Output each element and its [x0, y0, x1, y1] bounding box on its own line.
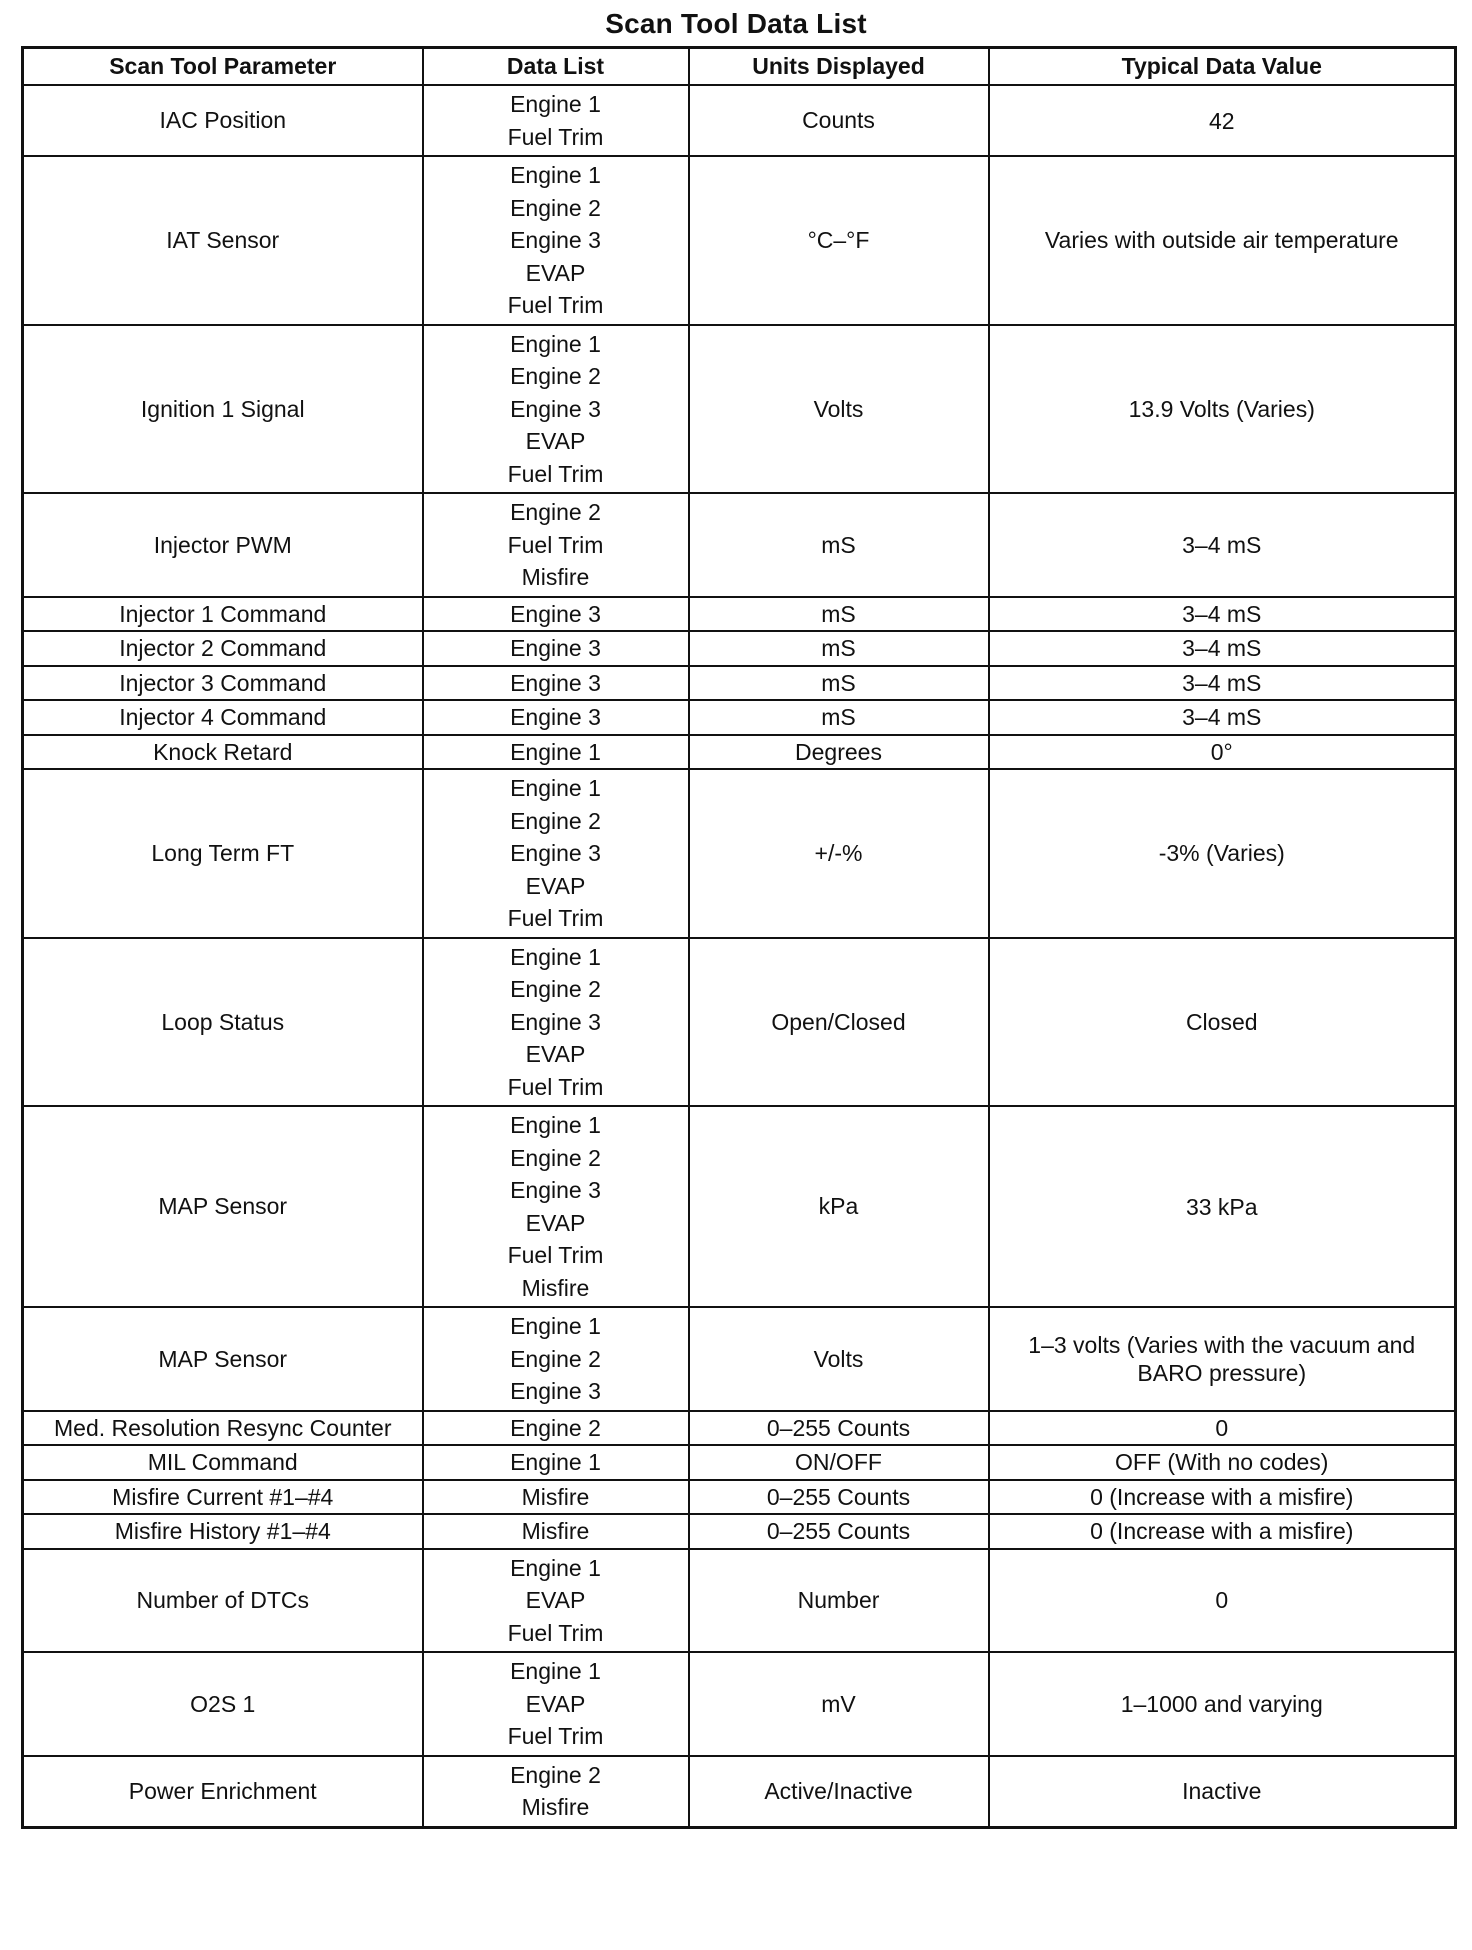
header-data-list: Data List	[423, 48, 689, 86]
table-row	[23, 700, 1456, 735]
header-typical-data-value: Typical Data Value	[989, 48, 1456, 86]
cell-units-displayed: mS	[689, 700, 989, 735]
data-list-entry: Engine 3	[510, 669, 601, 696]
cell-scan-tool-parameter: Misfire History #1–#4	[23, 1514, 423, 1549]
data-list-entry: Engine 2	[510, 1345, 601, 1372]
cell-typical-data-value: Varies with outside air temperature	[989, 156, 1456, 325]
data-list-entry: Fuel Trim	[507, 292, 604, 318]
cell-scan-tool-parameter: MAP Sensor	[23, 1307, 423, 1411]
cell-data-list	[423, 156, 689, 325]
data-list-entry: Engine 2	[510, 1761, 601, 1788]
cell-units-displayed: +/-%	[689, 769, 989, 938]
cell-typical-data-value: -3% (Varies)	[989, 769, 1456, 938]
data-list-entry: Engine 3	[510, 704, 601, 730]
cell-scan-tool-parameter: Injector 2 Command	[23, 631, 423, 666]
cell-data-list	[423, 631, 689, 666]
cell-units-displayed: Volts	[689, 1307, 989, 1411]
cell-data-list	[423, 1549, 689, 1653]
cell-units-displayed: °C–°F	[689, 156, 989, 325]
cell-typical-data-value: Inactive	[989, 1756, 1456, 1828]
data-list-entry: Engine 1	[510, 1554, 601, 1581]
data-list-entry: EVAP	[525, 259, 586, 286]
table-row	[23, 666, 1456, 701]
data-list-entry: Engine 3	[510, 635, 601, 661]
cell-data-list	[423, 85, 689, 156]
data-list-entry: Engine 3	[510, 1177, 601, 1203]
cell-typical-data-value: 3–4 mS	[989, 493, 1456, 597]
cell-typical-data-value: 3–4 mS	[989, 631, 1456, 666]
table-body	[23, 85, 1456, 1827]
cell-scan-tool-parameter: Injector 1 Command	[23, 597, 423, 632]
cell-scan-tool-parameter: MAP Sensor	[23, 1106, 423, 1307]
cell-scan-tool-parameter: Injector 4 Command	[23, 700, 423, 735]
cell-units-displayed: Counts	[689, 85, 989, 156]
cell-units-displayed: 0–255 Counts	[689, 1411, 989, 1446]
cell-scan-tool-parameter: Med. Resolution Resync Counter	[23, 1411, 423, 1446]
cell-data-list	[423, 700, 689, 735]
data-list-entry: EVAP	[525, 1209, 586, 1236]
data-list-entry: Engine 1	[510, 1449, 601, 1475]
cell-typical-data-value: 1–3 volts (Varies with the vacuum and BARO pressure)	[989, 1307, 1456, 1411]
cell-scan-tool-parameter: MIL Command	[23, 1445, 423, 1480]
cell-data-list	[423, 493, 689, 597]
cell-typical-data-value: Closed	[989, 938, 1456, 1107]
cell-typical-data-value: 0°	[989, 735, 1456, 770]
data-list-entry: Misfire	[521, 1794, 590, 1820]
cell-units-displayed: Active/Inactive	[689, 1756, 989, 1828]
cell-scan-tool-parameter: Number of DTCs	[23, 1549, 423, 1653]
data-list-entry: Engine 1	[510, 330, 601, 357]
data-list-entry: Engine 1	[510, 1313, 601, 1339]
cell-data-list	[423, 597, 689, 632]
cell-scan-tool-parameter: IAC Position	[23, 85, 423, 156]
cell-scan-tool-parameter: Loop Status	[23, 938, 423, 1107]
table-row	[23, 1756, 1456, 1828]
table-row	[23, 1514, 1456, 1549]
data-list-entry: EVAP	[525, 872, 586, 899]
page-title: Scan Tool Data List	[605, 8, 867, 39]
data-list-entry: Fuel Trim	[507, 1242, 604, 1268]
cell-typical-data-value: 0	[989, 1549, 1456, 1653]
cell-typical-data-value: 3–4 mS	[989, 700, 1456, 735]
cell-units-displayed: 0–255 Counts	[689, 1514, 989, 1549]
header-units-displayed: Units Displayed	[689, 48, 989, 86]
data-list-entry: Engine 3	[510, 395, 601, 422]
cell-data-list	[423, 1307, 689, 1411]
table-row	[23, 938, 1456, 1107]
table-row	[23, 1106, 1456, 1307]
data-list-entry: Fuel Trim	[507, 1723, 604, 1749]
data-list-entry: EVAP	[525, 1690, 586, 1717]
cell-typical-data-value: 13.9 Volts (Varies)	[989, 325, 1456, 494]
cell-scan-tool-parameter: Ignition 1 Signal	[23, 325, 423, 494]
cell-units-displayed: mS	[689, 597, 989, 632]
cell-typical-data-value: 42	[989, 85, 1456, 156]
data-list-entry: Engine 1	[510, 91, 601, 117]
table-row	[23, 597, 1456, 632]
data-list-entry: EVAP	[525, 1587, 586, 1613]
cell-data-list	[423, 938, 689, 1107]
data-list-entry: Engine 1	[510, 775, 601, 801]
cell-scan-tool-parameter: O2S 1	[23, 1652, 423, 1756]
cell-units-displayed: mS	[689, 666, 989, 701]
data-list-entry: Engine 2	[510, 976, 601, 1002]
data-list-entry: Engine 2	[510, 194, 601, 221]
cell-typical-data-value: 0 (Increase with a misfire)	[989, 1480, 1456, 1515]
data-list-entry: Engine 1	[510, 162, 601, 188]
data-list-entry: Engine 1	[510, 943, 601, 970]
cell-data-list	[423, 769, 689, 938]
cell-scan-tool-parameter: Power Enrichment	[23, 1756, 423, 1828]
cell-data-list	[423, 1411, 689, 1446]
data-list-entry: Misfire	[521, 564, 590, 590]
header-scan-tool-parameter: Scan Tool Parameter	[23, 48, 423, 86]
cell-units-displayed: mS	[689, 631, 989, 666]
cell-typical-data-value: 0 (Increase with a misfire)	[989, 1514, 1456, 1549]
data-list-entry: Misfire	[521, 1274, 590, 1301]
data-list-entry: Engine 1	[510, 1112, 601, 1138]
table-row	[23, 769, 1456, 938]
data-list-entry: Engine 3	[510, 600, 601, 627]
cell-units-displayed: mS	[689, 493, 989, 597]
cell-data-list	[423, 1756, 689, 1828]
cell-scan-tool-parameter: Long Term FT	[23, 769, 423, 938]
cell-typical-data-value: 1–1000 and varying	[989, 1652, 1456, 1756]
cell-units-displayed: kPa	[689, 1106, 989, 1307]
data-list-entry: Fuel Trim	[507, 531, 604, 558]
table-row	[23, 493, 1456, 597]
data-list-entry: Fuel Trim	[507, 1073, 604, 1100]
table-row	[23, 1652, 1456, 1756]
table-row	[23, 1307, 1456, 1411]
table-row	[23, 85, 1456, 156]
cell-typical-data-value: 3–4 mS	[989, 666, 1456, 701]
cell-data-list	[423, 735, 689, 770]
data-list-entry: Engine 2	[510, 807, 601, 834]
scan-tool-data-table	[21, 46, 1457, 1829]
data-list-entry: Engine 2	[510, 499, 601, 525]
data-list-entry: Engine 2	[510, 1144, 601, 1171]
data-list-entry: Misfire	[521, 1483, 590, 1510]
table-row	[23, 1411, 1456, 1446]
cell-units-displayed: mV	[689, 1652, 989, 1756]
table-row	[23, 1445, 1456, 1480]
cell-data-list	[423, 1480, 689, 1515]
cell-data-list	[423, 1445, 689, 1480]
cell-units-displayed: Open/Closed	[689, 938, 989, 1107]
cell-typical-data-value: 33 kPa	[989, 1106, 1456, 1307]
table-row	[23, 631, 1456, 666]
data-list-entry: Fuel Trim	[507, 460, 604, 487]
cell-typical-data-value: 0	[989, 1411, 1456, 1446]
data-list-entry: Engine 3	[510, 1008, 601, 1035]
cell-scan-tool-parameter: Knock Retard	[23, 735, 423, 770]
cell-data-list	[423, 666, 689, 701]
data-list-entry: Misfire	[521, 1518, 590, 1544]
cell-units-displayed: Degrees	[689, 735, 989, 770]
table-header-row	[23, 48, 1456, 86]
cell-data-list	[423, 1652, 689, 1756]
cell-scan-tool-parameter: IAT Sensor	[23, 156, 423, 325]
cell-units-displayed: Volts	[689, 325, 989, 494]
cell-scan-tool-parameter: Misfire Current #1–#4	[23, 1480, 423, 1515]
cell-units-displayed: ON/OFF	[689, 1445, 989, 1480]
cell-units-displayed: Number	[689, 1549, 989, 1653]
cell-typical-data-value: OFF (With no codes)	[989, 1445, 1456, 1480]
cell-data-list	[423, 325, 689, 494]
cell-data-list	[423, 1514, 689, 1549]
data-list-entry: Engine 1	[510, 1658, 601, 1684]
table-row	[23, 156, 1456, 325]
data-list-entry: Engine 3	[510, 1378, 601, 1404]
table-row	[23, 1549, 1456, 1653]
data-list-entry: EVAP	[525, 1041, 586, 1067]
data-list-entry: Fuel Trim	[507, 123, 604, 150]
data-list-entry: Fuel Trim	[507, 905, 604, 931]
data-list-entry: Engine 1	[510, 738, 601, 765]
data-list-entry: EVAP	[525, 428, 586, 454]
data-list-entry: Fuel Trim	[507, 1619, 604, 1646]
table-row	[23, 325, 1456, 494]
table-row	[23, 1480, 1456, 1515]
data-list-entry: Engine 2	[510, 1414, 601, 1441]
data-list-entry: Engine 3	[510, 840, 601, 866]
cell-scan-tool-parameter: Injector PWM	[23, 493, 423, 597]
cell-typical-data-value: 3–4 mS	[989, 597, 1456, 632]
cell-scan-tool-parameter: Injector 3 Command	[23, 666, 423, 701]
data-list-entry: Engine 3	[510, 227, 601, 253]
cell-data-list	[423, 1106, 689, 1307]
cell-units-displayed: 0–255 Counts	[689, 1480, 989, 1515]
table-row	[23, 735, 1456, 770]
data-list-entry: Engine 2	[510, 363, 601, 389]
